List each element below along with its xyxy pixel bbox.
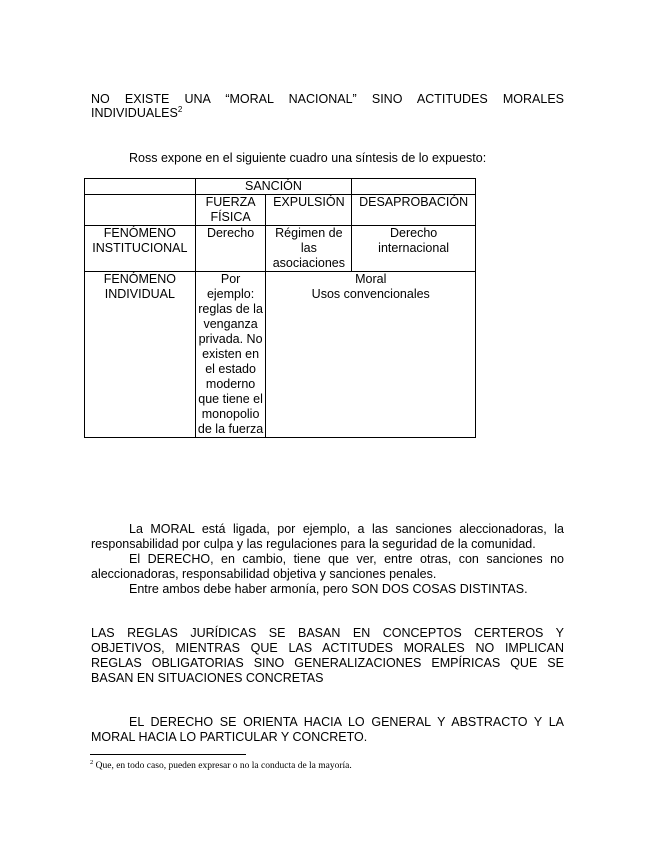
cell-usos-label: Usos convencionales — [311, 287, 430, 301]
cell-moral-label: Moral — [355, 272, 387, 286]
header-expulsion: EXPULSIÓN — [266, 195, 352, 226]
header-desaprobacion: DESAPROBACIÓN — [352, 195, 476, 226]
footnote-number: 2 — [90, 758, 94, 766]
paragraph-orientacion: EL DERECHO SE ORIENTA HACIA LO GENERAL Y ABSTRACTO Y LA MORAL HACIA LO PARTICULAR Y CONCRETO. — [91, 715, 564, 744]
footnote-reference[interactable]: 2 — [177, 104, 183, 114]
table-corner-cell — [85, 179, 196, 195]
footnote — [90, 760, 352, 772]
intro-paragraph: Ross expone en el siguiente cuadro una síntesis de lo expuesto: — [129, 151, 487, 165]
table-blank-cell — [352, 179, 476, 195]
row-label-institucional: FENÓMENO INSTITUCIONAL — [85, 226, 196, 272]
paragraph-reglas-juridicas: LAS REGLAS JURÍDICAS SE BASAN EN CONCEPTOS CERTEROS Y OBJETIVOS, MIENTRAS QUE LAS ACTITUDES MORALES NO IMPLICAN REGLAS OBLIGATORIAS SINO GENERALIZACIONES EMPÍRICAS QUE SE BASAN EN SITUACIONES CONCRETAS — [91, 626, 564, 685]
cell-derecho: Derecho — [195, 226, 266, 272]
cell-venganza-privada: Por ejemplo: reglas de la venganza privada. No existen en el estado moderno que tiene el monopolio de la fuerza — [195, 272, 266, 438]
paragraph-moral: La MORAL está ligada, por ejemplo, a las sanciones aleccionadoras, la responsabilidad por culpa y las regulaciones para la seguridad de la comunidad. — [91, 522, 564, 551]
header-fuerza-fisica: FUERZA FÍSICA — [195, 195, 266, 226]
footnote-text: Que, en todo caso, pueden expresar o no la conducta de la mayoría. — [95, 761, 352, 771]
cell-derecho-internacional: Derecho internacional — [352, 226, 476, 272]
row-label-individual: FENÓMENO INDIVIDUAL — [85, 272, 196, 438]
paragraph-derecho: El DERECHO, en cambio, tiene que ver, entre otras, con sanciones no aleccionadoras, responsabilidad objetiva y sanciones penales. — [91, 552, 564, 581]
heading-line-2: INDIVIDUALES$^2$ — [91, 104, 183, 120]
heading-line-1: NO EXISTE UNA “MORAL NACIONAL” SINO ACTITUDES MORALES — [91, 92, 564, 106]
table-blank-cell — [85, 195, 196, 226]
paragraph-armonia: Entre ambos debe haber armonía, pero SON DOS COSAS DISTINTAS. — [129, 582, 528, 596]
footnote-separator — [90, 754, 246, 755]
cell-moral-usos — [266, 272, 476, 438]
ross-sanction-table — [84, 178, 476, 438]
cell-regimen-asociaciones: Régimen de las asociaciones — [266, 226, 352, 272]
header-sancion: SANCIÓN — [195, 179, 352, 195]
